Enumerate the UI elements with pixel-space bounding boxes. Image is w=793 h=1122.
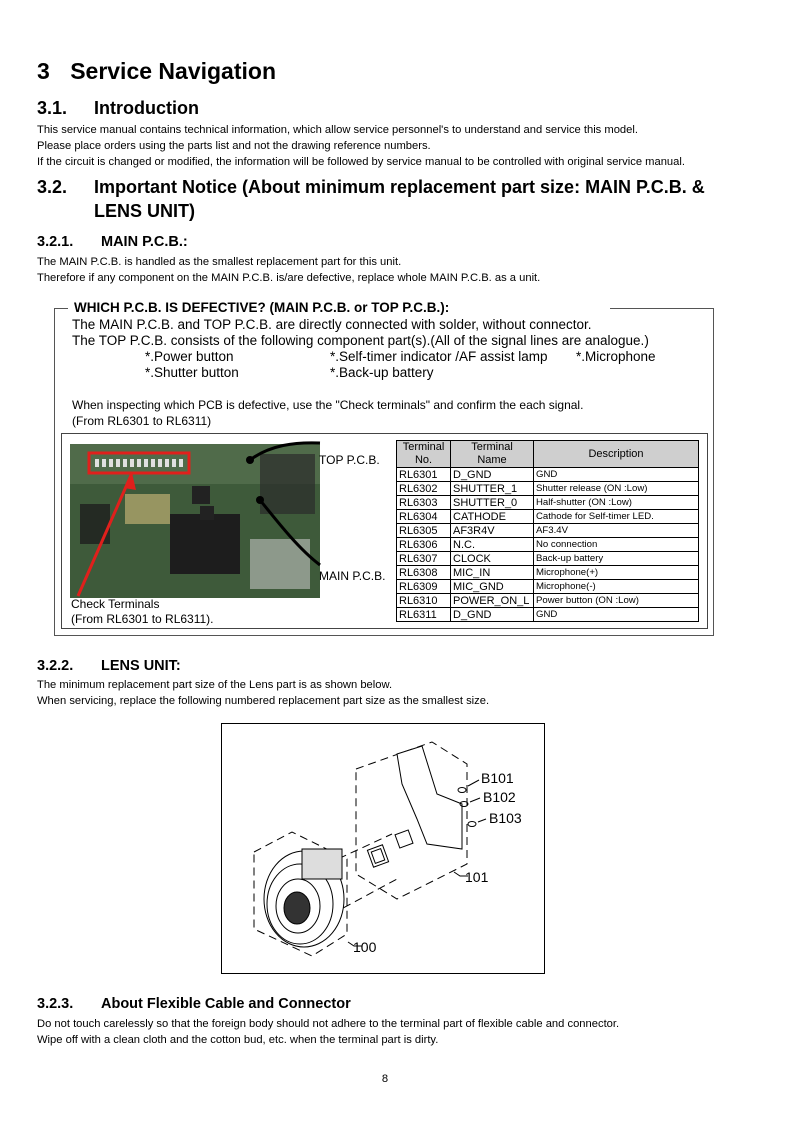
lens-diagram [222,724,544,973]
component-shutter-button: *.Shutter button [145,365,239,380]
s323-title: About Flexible Cable and Connector [101,996,351,1012]
s31-line: This service manual contains technical information, which allow service personnel's to understand and service this model. [37,124,638,136]
s32-title-line1: Important Notice (About minimum replacement part size: MAIN P.C.B. & [94,177,705,197]
table-row: RL6305 AF3R4V AF3.4V [397,524,699,538]
s322-title: LENS UNIT: [101,658,181,674]
label-b103: B103 [489,810,522,826]
header-terminal-no: Terminal No. [397,441,451,468]
s323-heading [37,996,351,1012]
table-row: RL6308 MIC_IN Microphone(+) [397,566,699,580]
table-row: RL6311 D_GND GND [397,608,699,622]
callout-title: WHICH P.C.B. IS DEFECTIVE? (MAIN P.C.B. or TOP P.C.B.): [74,300,450,315]
s31-title: Introduction [94,98,199,118]
s32-number: 3.2. [37,177,68,197]
s31-heading [37,98,199,119]
s321-line: The MAIN P.C.B. is handled as the smallest replacement part for this unit. [37,256,402,268]
component-power-button: *.Power button [145,349,234,364]
s323-line: Wipe off with a clean cloth and the cotton bud, etc. when the terminal part is dirty. [37,1034,439,1046]
label-b101: B101 [481,770,514,786]
main-pcb-label: MAIN P.C.B. [319,569,386,583]
s31-number: 3.1. [37,98,68,118]
header-terminal-name: Terminal Name [451,441,534,468]
top-pcb-label: TOP P.C.B. [319,453,380,467]
check-terminals-label: Check Terminals [71,597,160,611]
component-microphone: *.Microphone [576,349,656,364]
s321-body [37,254,540,286]
s321-number: 3.2.1. [37,234,74,250]
section-heading [37,58,276,85]
table-header-row [397,441,699,468]
callout-top-border-left [54,308,68,309]
s32-title-line2: LENS UNIT) [94,201,195,221]
s321-line: Therefore if any component on the MAIN P.C.B. is/are defective, replace whole MAIN P.C.B. as a unit. [37,272,541,284]
s322-line: When servicing, replace the following numbered replacement part size as the smallest size. [37,695,490,707]
terminal-table [396,440,699,622]
pcb-chip [170,514,240,574]
table-row: RL6306 N.C. No connection [397,538,699,552]
table-row: RL6302 SHUTTER_1 Shutter release (ON :Low) [397,482,699,496]
s322-body [37,677,489,709]
s323-body [37,1016,619,1048]
s32-heading [37,177,777,221]
callout-line2: The TOP P.C.B. consists of the following component part(s).(All of the signal lines are analogue.) [72,333,649,348]
page-number: 8 [381,1073,389,1085]
component-self-timer: *.Self-timer indicator /AF assist lamp [330,349,548,364]
table-row: RL6310 POWER_ON_L Power button (ON :Low) [397,594,699,608]
s31-line: If the circuit is changed or modified, the information will be followed by service manual to be controlled with original service manual. [37,156,685,168]
table-row: RL6309 MIC_GND Microphone(-) [397,580,699,594]
label-b102: B102 [483,789,516,805]
label-101: 101 [465,869,489,885]
s323-line: Do not touch carelessly so that the foreign body should not adhere to the terminal part of flexible cable and connector. [37,1018,620,1030]
component-backup-battery: *.Back-up battery [330,365,434,380]
s322-number: 3.2.2. [37,658,74,674]
table-row: RL6303 SHUTTER_0 Half-shutter (ON :Low) [397,496,699,510]
s323-number: 3.2.3. [37,996,74,1012]
section-title: Service Navigation [70,58,276,84]
s322-line: The minimum replacement part size of the Lens part is as shown below. [37,679,393,691]
table-row: RL6307 CLOCK Back-up battery [397,552,699,566]
inspect-line1: When inspecting which PCB is defective, use the "Check terminals" and confirm the each signal. [72,398,584,412]
s321-heading [37,234,188,250]
label-100: 100 [353,939,377,955]
s321-title: MAIN P.C.B.: [101,234,188,250]
check-terminals-range: (From RL6301 to RL6311). [71,612,214,626]
s322-heading [37,658,181,674]
inspect-line2: (From RL6301 to RL6311) [72,414,212,428]
callout-top-border-right [610,308,713,309]
table-row: RL6304 CATHODE Cathode for Self-timer LED. [397,510,699,524]
section-number: 3 [37,58,50,84]
s31-body [37,122,685,170]
callout-line1: The MAIN P.C.B. and TOP P.C.B. are directly connected with solder, without connector. [72,317,592,332]
lens-diagram-frame [221,723,545,974]
header-description: Description [534,441,699,468]
table-row: RL6301 D_GND GND [397,468,699,482]
s31-line: Please place orders using the parts list and not the drawing reference numbers. [37,140,431,152]
